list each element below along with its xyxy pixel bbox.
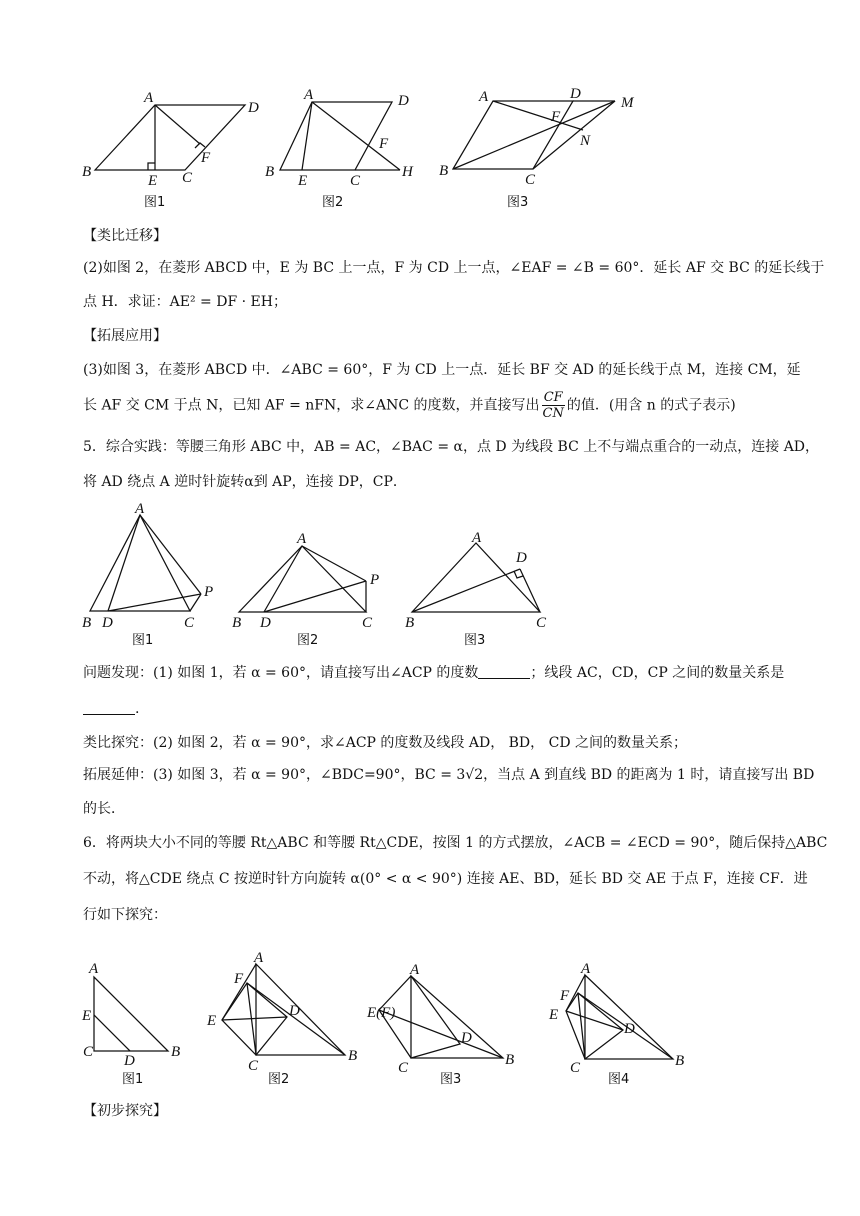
figure-6-4 bbox=[538, 955, 698, 1090]
label-D: D bbox=[124, 1053, 135, 1069]
label-B: B bbox=[171, 1044, 181, 1060]
label-D: D bbox=[102, 615, 113, 631]
label-A: A bbox=[254, 950, 264, 966]
figure-5-1-triangle bbox=[80, 503, 230, 648]
question-2-line-2: 点 H．求证：AE² = DF · EH； bbox=[83, 294, 287, 310]
figure-1-rhombus bbox=[80, 88, 270, 213]
label-C: C bbox=[398, 1060, 409, 1076]
label-D: D bbox=[289, 1003, 300, 1019]
question-5-2: 类比探究：(2) 如图 2，若 α = 90°，求∠ACP 的度数及线段 AD， BD， CD 之间的数量关系； bbox=[83, 735, 687, 751]
label-A: A bbox=[479, 89, 489, 105]
label-B: B bbox=[348, 1048, 358, 1064]
figure-5-1-drawing bbox=[80, 503, 230, 648]
question-5-3-line-1: 拓展延伸：(3) 如图 3，若 α = 90°，∠BDC=90°，BC = 3√2，当点 A 到直线 BD 的距离为 1 时，请直接写出 BD bbox=[83, 767, 815, 783]
label-D: D bbox=[516, 550, 527, 566]
label-A: A bbox=[472, 530, 482, 546]
figure-2-drawing bbox=[262, 88, 432, 213]
label-D: D bbox=[398, 93, 409, 109]
question-3-line-2-b: 的值．(用含 n 的式子表示) bbox=[566, 397, 736, 414]
caption-fig1: 图1 bbox=[144, 195, 166, 210]
label-H: H bbox=[402, 164, 413, 180]
label-F: F bbox=[560, 988, 570, 1004]
section-analogy-heading: 【类比迁移】 bbox=[83, 228, 167, 244]
question-3-line-1: (3)如图 3，在菱形 ABCD 中．∠ABC = 60°，F 为 CD 上一点．延长 BF 交 AD 的延长线于点 M，连接 CM，延 bbox=[83, 362, 801, 378]
figure-5-2-drawing bbox=[232, 528, 392, 648]
label-B: B bbox=[82, 164, 92, 180]
question-3-line-2 bbox=[83, 390, 813, 421]
label-B: B bbox=[82, 615, 92, 631]
fraction-denominator: CN bbox=[542, 406, 564, 421]
caption-fig1: 图1 bbox=[132, 633, 154, 648]
label-C: C bbox=[182, 170, 193, 186]
label-E: E bbox=[549, 1007, 559, 1023]
label-E-F: E(F) bbox=[367, 1005, 396, 1021]
fraction-numerator: CF bbox=[542, 390, 565, 406]
figure-6-1-drawing bbox=[80, 955, 190, 1090]
figure-6-4-drawing bbox=[538, 955, 698, 1090]
question-5-1-line-2 bbox=[83, 699, 813, 719]
label-B: B bbox=[405, 615, 415, 631]
label-A: A bbox=[144, 90, 154, 106]
caption-fig3: 图3 bbox=[440, 1072, 462, 1087]
question-3-line-2-a: 长 AF 交 CM 于点 N，已知 AF = nFN，求∠ANC 的度数，并直接写出 bbox=[83, 397, 540, 414]
fraction-cf-over-cn bbox=[542, 390, 565, 421]
caption-fig2: 图2 bbox=[297, 633, 319, 648]
label-A: A bbox=[581, 961, 591, 977]
label-A: A bbox=[89, 961, 99, 977]
label-M: M bbox=[621, 95, 634, 111]
label-B: B bbox=[265, 164, 275, 180]
question-5-3-line-2: 的长． bbox=[83, 801, 125, 817]
figure-3-rhombus bbox=[435, 85, 645, 213]
figure-3-drawing bbox=[435, 85, 645, 213]
label-A: A bbox=[135, 501, 145, 517]
question-5-line-1: 5．综合实践：等腰三角形 ABC 中，AB = AC，∠BAC = α，点 D 为线段 BC 上不与端点重合的一动点，连接 AD， bbox=[83, 439, 820, 455]
question-5-1-text-a: 问题发现：(1) 如图 1，若 α = 60°，请直接写出∠ACP 的度数 bbox=[83, 665, 479, 681]
figure-2-rhombus bbox=[262, 88, 432, 213]
figure-5-2-triangle bbox=[232, 528, 392, 648]
label-A: A bbox=[297, 531, 307, 547]
label-F: F bbox=[379, 136, 389, 152]
figure-5-3-drawing bbox=[400, 528, 560, 648]
label-C: C bbox=[248, 1058, 259, 1074]
label-B: B bbox=[439, 163, 449, 179]
caption-fig2: 图2 bbox=[322, 195, 344, 210]
label-B: B bbox=[675, 1053, 685, 1069]
question-5-1-line-2-end: . bbox=[135, 701, 140, 717]
question-6-line-1: 6．将两块大小不同的等腰 Rt△ABC 和等腰 Rt△CDE，按图 1 的方式摆放，∠ACB = ∠ECD = 90°，随后保持△ABC bbox=[83, 835, 828, 851]
label-B: B bbox=[232, 615, 242, 631]
section-initial-heading: 【初步探究】 bbox=[83, 1103, 167, 1119]
figure-6-2-drawing bbox=[202, 950, 367, 1090]
label-E: E bbox=[298, 173, 308, 189]
question-5-1-text-b: ；线段 AC，CD，CP 之间的数量关系是 bbox=[530, 665, 785, 681]
label-F: F bbox=[234, 971, 244, 987]
figure-6-3 bbox=[365, 962, 525, 1090]
caption-fig3: 图3 bbox=[507, 195, 529, 210]
label-D: D bbox=[260, 615, 271, 631]
label-C: C bbox=[536, 615, 547, 631]
figure-1-drawing bbox=[80, 88, 270, 213]
label-E: E bbox=[82, 1008, 92, 1024]
question-6-line-2: 不动，将△CDE 绕点 C 按逆时针方向旋转 α(0° < α < 90°) 连接 AE、BD，延长 BD 交 AE 于点 F，连接 CF．进 bbox=[83, 871, 808, 887]
label-P: P bbox=[370, 572, 380, 588]
question-5-line-2: 将 AD 绕点 A 逆时针旋转α到 AP，连接 DP，CP． bbox=[83, 474, 407, 490]
figure-5-3-triangle bbox=[400, 528, 560, 648]
label-E: E bbox=[148, 173, 158, 189]
label-C: C bbox=[83, 1044, 94, 1060]
label-E: E bbox=[207, 1013, 217, 1029]
label-A: A bbox=[410, 962, 420, 978]
label-D: D bbox=[624, 1021, 635, 1037]
label-C: C bbox=[362, 615, 373, 631]
label-D: D bbox=[248, 100, 259, 116]
label-F: F bbox=[551, 109, 561, 125]
label-A: A bbox=[304, 87, 314, 103]
label-B: B bbox=[505, 1052, 515, 1068]
label-N: N bbox=[580, 133, 591, 149]
label-C: C bbox=[570, 1060, 581, 1076]
answer-blank-angle bbox=[478, 664, 530, 679]
question-2-line-1: (2)如图 2，在菱形 ABCD 中，E 为 BC 上一点，F 为 CD 上一点，∠EAF = ∠B = 60°．延长 AF 交 BC 的延长线于 bbox=[83, 260, 825, 276]
label-P: P bbox=[204, 584, 214, 600]
caption-fig1: 图1 bbox=[122, 1072, 144, 1087]
label-D: D bbox=[570, 86, 581, 102]
label-C: C bbox=[184, 615, 195, 631]
section-extend-heading: 【拓展应用】 bbox=[83, 328, 167, 344]
caption-fig2: 图2 bbox=[268, 1072, 290, 1087]
question-6-line-3: 行如下探究： bbox=[83, 907, 167, 923]
label-C: C bbox=[350, 173, 361, 189]
label-C: C bbox=[525, 172, 536, 188]
caption-fig4: 图4 bbox=[608, 1072, 630, 1087]
figure-6-2 bbox=[202, 950, 367, 1090]
figure-6-3-drawing bbox=[365, 962, 525, 1090]
caption-fig3: 图3 bbox=[464, 633, 486, 648]
label-F: F bbox=[201, 150, 211, 166]
question-5-1-line-1 bbox=[83, 663, 813, 683]
figure-6-1 bbox=[80, 955, 190, 1090]
label-D: D bbox=[461, 1030, 472, 1046]
answer-blank-relation bbox=[83, 700, 135, 715]
